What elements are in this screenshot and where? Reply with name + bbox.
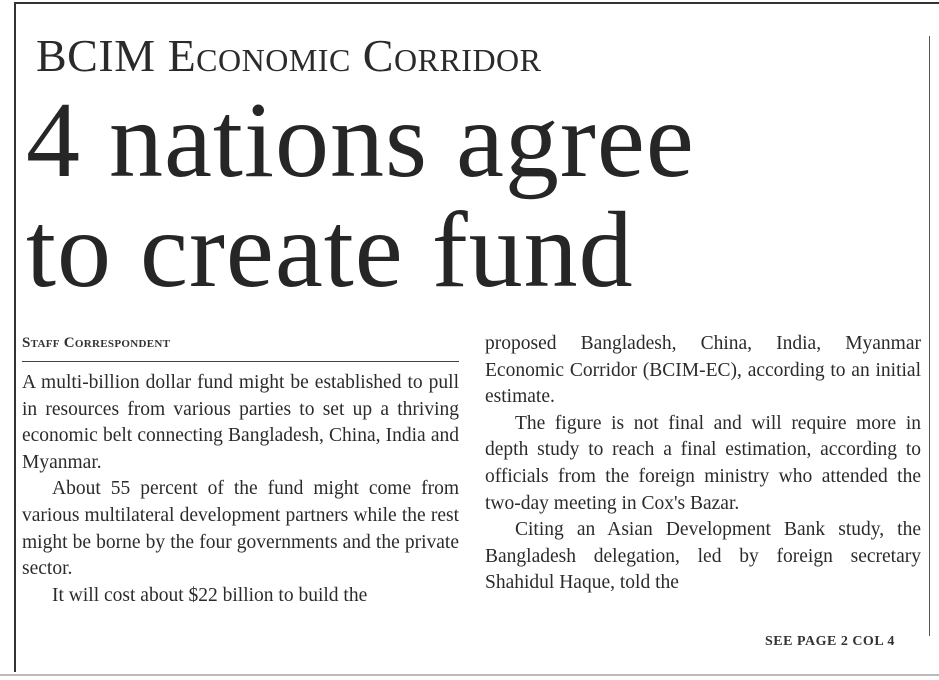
col2-paragraph-3: Citing an Asian Development Bank study, the Bangladesh delegation, led by foreign secretary Shahidul Haque, told the [485, 519, 921, 594]
body-column-1 [22, 370, 459, 609]
col1-paragraph-2: About 55 percent of the fund might come from various multilateral development partners while the rest might be borne by the four governments and the private sector. [22, 478, 459, 580]
article-kicker: BCIM Economic Corridor [36, 30, 542, 81]
column-edge-rule [929, 36, 930, 636]
article-headline [26, 81, 695, 310]
left-border-rule [14, 2, 16, 672]
headline-line-1: 4 nations agree [26, 81, 695, 200]
byline: Staff Correspondent [22, 335, 171, 351]
continued-jump-line: SEE PAGE 2 COL 4 [765, 634, 895, 649]
headline-line-2: to create fund [26, 191, 634, 310]
col1-paragraph-1: A multi-billion dollar fund might be established to pull in resources from various parties to set up a thriving economic belt connecting Bangladesh, China, India and Myanmar. [22, 372, 459, 473]
col1-paragraph-3: It will cost about $22 billion to build the [52, 584, 368, 606]
col2-paragraph-2: The figure is not final and will require more in depth study to reach a final estimation, according to officials from the foreign ministry who attended the two-day meeting in Cox's Bazar. [485, 412, 921, 514]
body-column-2 [485, 331, 921, 597]
byline-divider [22, 361, 459, 362]
col2-paragraph-1: proposed Bangladesh, China, India, Myanmar Economic Corridor (BCIM-EC), according to an initial estimate. [485, 333, 921, 408]
top-border-rule [14, 2, 939, 4]
bottom-border-rule [0, 674, 939, 676]
